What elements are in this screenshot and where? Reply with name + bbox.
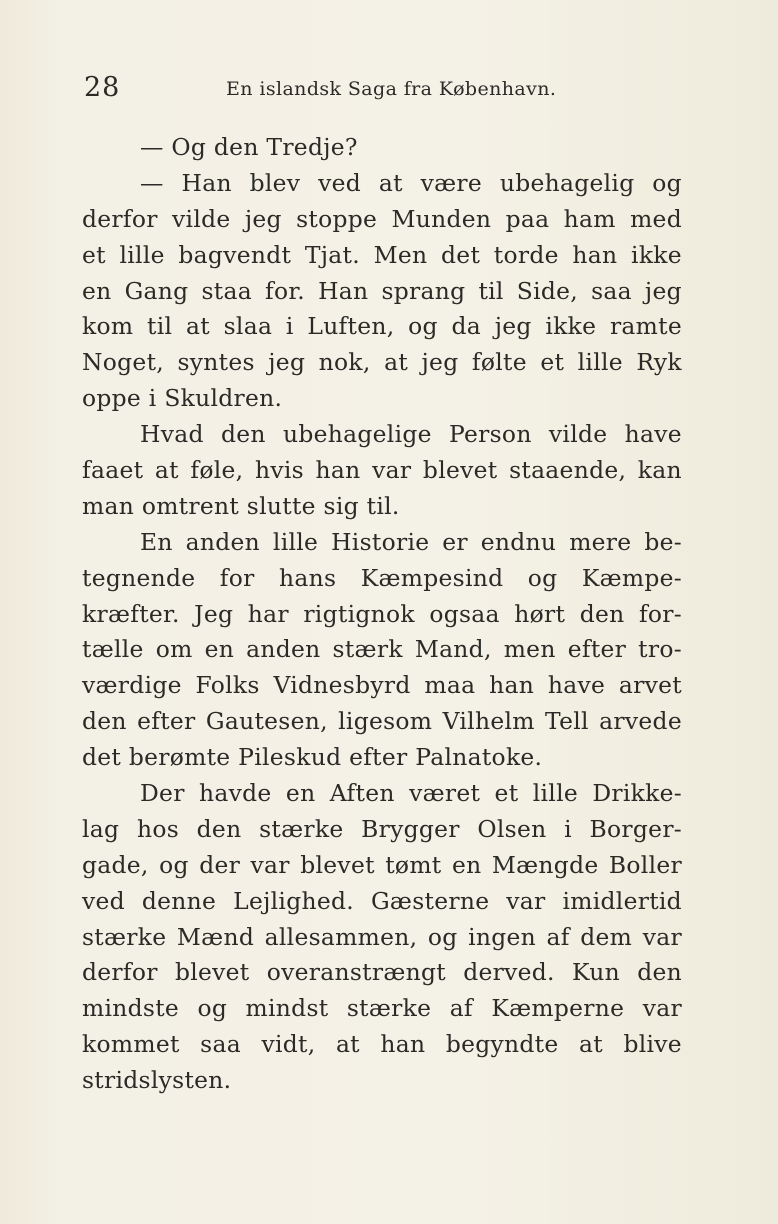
word: have	[547, 671, 606, 700]
word: mere	[569, 527, 632, 556]
word: været	[409, 779, 481, 808]
word: have	[624, 420, 682, 449]
word: om	[155, 635, 193, 664]
word: tømt	[385, 850, 442, 879]
word: Noget,	[82, 348, 164, 377]
word: lille	[532, 779, 579, 808]
word: ramte	[609, 312, 682, 341]
text-line	[82, 776, 682, 812]
word: saa	[200, 1030, 241, 1059]
word: i	[564, 814, 572, 843]
word: var	[642, 922, 682, 951]
word: ved	[82, 886, 125, 915]
text-line	[82, 597, 682, 633]
word: tegnende	[82, 563, 196, 592]
word: Han	[318, 276, 369, 305]
word: sprang	[381, 276, 466, 305]
word: ikke	[545, 312, 597, 341]
text-line	[82, 417, 682, 453]
word: maa	[424, 671, 476, 700]
word: stærk	[332, 635, 403, 664]
word: Mand,	[414, 635, 492, 664]
word: at	[154, 456, 179, 485]
word: lille	[577, 348, 623, 377]
word: Jeg	[194, 599, 234, 628]
word: staaende,	[509, 456, 627, 485]
word: var	[372, 456, 412, 485]
word: ingen	[468, 922, 536, 951]
text-line	[82, 991, 682, 1027]
word: jeg	[244, 204, 282, 233]
word: hos	[136, 814, 180, 843]
word: anden	[185, 527, 261, 556]
word: dem	[580, 922, 633, 951]
word: Lejlighed.	[233, 886, 354, 915]
word: jeg	[494, 312, 532, 341]
text-line	[82, 812, 682, 848]
text-line	[82, 632, 682, 668]
page-header	[84, 72, 684, 112]
text-line	[82, 561, 682, 597]
word: allesammen,	[264, 922, 418, 951]
word: og	[652, 168, 682, 197]
word: og	[427, 922, 458, 951]
word: slaa	[223, 312, 273, 341]
word: var	[642, 994, 682, 1023]
word: at	[335, 1030, 360, 1059]
word: derfor	[82, 958, 158, 987]
word: Kun	[571, 958, 620, 987]
text-line: — Og den Tredje?	[140, 133, 358, 161]
word: at	[579, 1030, 603, 1059]
word: jeg	[421, 348, 459, 377]
word: være	[420, 168, 483, 197]
word: denne	[141, 886, 217, 915]
word: paa	[505, 204, 550, 233]
word: gade,	[82, 850, 149, 879]
word: Han	[181, 168, 232, 197]
word: han	[380, 1030, 426, 1059]
word: Aften	[329, 779, 395, 808]
text-line	[82, 955, 682, 991]
text-line: stridslysten.	[82, 1066, 232, 1095]
word: en	[285, 779, 316, 808]
word: vilde	[548, 420, 608, 449]
word: for.	[265, 276, 306, 305]
word: hvis	[254, 456, 304, 485]
word: tro-	[638, 635, 682, 664]
word: at	[384, 348, 409, 377]
word: var	[250, 850, 290, 879]
word: at	[185, 312, 210, 341]
word: Vilhelm	[442, 707, 535, 736]
word: følte	[471, 348, 527, 377]
text-line	[82, 309, 682, 345]
text-line	[82, 274, 682, 310]
word: efter	[567, 635, 627, 664]
word: hans	[279, 563, 337, 592]
word: lille	[272, 527, 319, 556]
word: mindste	[82, 994, 180, 1023]
word: vidt,	[261, 1030, 316, 1059]
text-line	[82, 884, 682, 920]
text-line: oppe i Skuldren.	[82, 384, 283, 413]
word: blive	[623, 1030, 682, 1059]
word: bagvendt	[178, 240, 292, 269]
word: lille	[119, 240, 165, 269]
word: kræfter.	[82, 599, 180, 628]
word: Vidnesbyrd	[273, 671, 411, 700]
word: begyndte	[445, 1030, 559, 1059]
text-line	[82, 238, 682, 274]
word: Tjat.	[304, 240, 360, 269]
word: kom	[82, 312, 134, 341]
word: En	[140, 527, 173, 556]
word: det	[441, 240, 481, 269]
word: værdige	[82, 671, 182, 700]
word: blevet	[422, 456, 498, 485]
word: blevet	[300, 850, 375, 879]
word: Boller	[608, 850, 682, 879]
word: rigtignok	[303, 599, 415, 628]
word: syntes	[177, 348, 255, 377]
word: ogsaa	[429, 599, 500, 628]
word: da	[451, 312, 482, 341]
word: Olsen	[477, 814, 547, 843]
word: men	[503, 635, 556, 664]
word: vilde	[172, 204, 231, 233]
word: Gautesen,	[205, 707, 328, 736]
word: tælle	[82, 635, 144, 664]
word: den	[196, 814, 242, 843]
text-line	[82, 920, 682, 956]
word: Mængde	[491, 850, 599, 879]
word: imidlertid	[562, 886, 682, 915]
word: Hvad	[140, 420, 204, 449]
text-line	[82, 704, 682, 740]
text-line: man omtrent slutte sig til.	[82, 491, 400, 520]
word: at	[378, 168, 403, 197]
word: mindst	[245, 994, 329, 1023]
word: Luften,	[307, 312, 395, 341]
word: —	[140, 168, 164, 197]
word: Drikke-	[592, 779, 682, 808]
word: blev	[249, 168, 301, 197]
word: Folks	[195, 671, 260, 700]
word: et	[494, 779, 519, 808]
word: derfor	[82, 204, 158, 233]
text-line	[82, 453, 682, 489]
word: ved	[318, 168, 362, 197]
word: saa	[591, 276, 632, 305]
word: til	[478, 276, 504, 305]
word: har	[247, 599, 289, 628]
word: han	[315, 456, 361, 485]
word: Munden	[391, 204, 492, 233]
word: blevet	[174, 958, 250, 987]
word: faaet	[82, 456, 144, 485]
word: for	[219, 563, 255, 592]
word: ligesom	[338, 707, 433, 736]
word: Borger-	[589, 814, 682, 843]
word: hørt	[514, 599, 566, 628]
word: Side,	[516, 276, 579, 305]
word: stærke	[82, 922, 167, 951]
word: be-	[644, 527, 682, 556]
word: Kæmpesind	[360, 563, 504, 592]
word: for-	[638, 599, 682, 628]
word: Kæmpe-	[581, 563, 682, 592]
word: ubehagelig	[499, 168, 635, 197]
word: med	[630, 204, 682, 233]
text-line	[82, 668, 682, 704]
word: Tell	[545, 707, 589, 736]
word: den	[220, 420, 266, 449]
word: er	[442, 527, 468, 556]
word: ikke	[631, 240, 682, 269]
word: og	[159, 850, 189, 879]
word: og	[408, 312, 438, 341]
word: jeg	[644, 276, 682, 305]
page-number: 28	[84, 72, 121, 103]
word: overanstrængt	[266, 958, 446, 987]
word: føle,	[190, 456, 244, 485]
word: lag	[82, 814, 120, 843]
text-line	[82, 525, 682, 561]
text-line	[82, 848, 682, 884]
word: den	[82, 707, 127, 736]
word: kan	[637, 456, 682, 485]
word: den	[579, 599, 625, 628]
word: til	[147, 312, 173, 341]
word: Gæsterne	[370, 886, 490, 915]
word: en	[451, 850, 482, 879]
word: staa	[201, 276, 252, 305]
word: derved.	[463, 958, 555, 987]
word: Kæmperne	[491, 994, 625, 1023]
text-line: det berømte Pileskud efter Palnatoke.	[82, 743, 543, 772]
word: endnu	[480, 527, 557, 556]
word: stærke	[259, 814, 344, 843]
word: arvet	[618, 671, 682, 700]
word: Ryk	[636, 348, 682, 377]
word: stærke	[346, 994, 432, 1023]
word: stoppe	[296, 204, 378, 233]
text-line	[82, 202, 682, 238]
word: kommet	[82, 1030, 180, 1059]
word: Person	[449, 420, 532, 449]
running-title: En islandsk Saga fra København.	[226, 78, 557, 100]
word: torde	[493, 240, 559, 269]
word: jeg	[268, 348, 306, 377]
word: et	[540, 348, 565, 377]
text-line	[82, 345, 682, 381]
word: og	[197, 994, 228, 1023]
word: en	[204, 635, 235, 664]
word: nok,	[318, 348, 371, 377]
word: den	[637, 958, 682, 987]
word: arvede	[599, 707, 682, 736]
word: en	[82, 276, 112, 305]
word: Historie	[331, 527, 430, 556]
word: var	[506, 886, 546, 915]
word: Brygger	[361, 814, 460, 843]
word: havde	[199, 779, 272, 808]
word: Gang	[124, 276, 189, 305]
word: og	[527, 563, 558, 592]
word: efter	[137, 707, 196, 736]
body-text	[82, 130, 682, 1099]
text-line	[82, 166, 682, 202]
word: ubehagelige	[282, 420, 432, 449]
word: af	[449, 994, 473, 1023]
word: Men	[373, 240, 428, 269]
word: ham	[563, 204, 616, 233]
word: han	[572, 240, 618, 269]
word: Mænd	[176, 922, 255, 951]
text-line	[82, 1027, 682, 1063]
word: Der	[140, 779, 185, 808]
word: der	[199, 850, 241, 879]
word: et	[82, 240, 106, 269]
word: anden	[246, 635, 321, 664]
word: af	[546, 922, 570, 951]
word: han	[489, 671, 535, 700]
word: i	[285, 312, 294, 341]
